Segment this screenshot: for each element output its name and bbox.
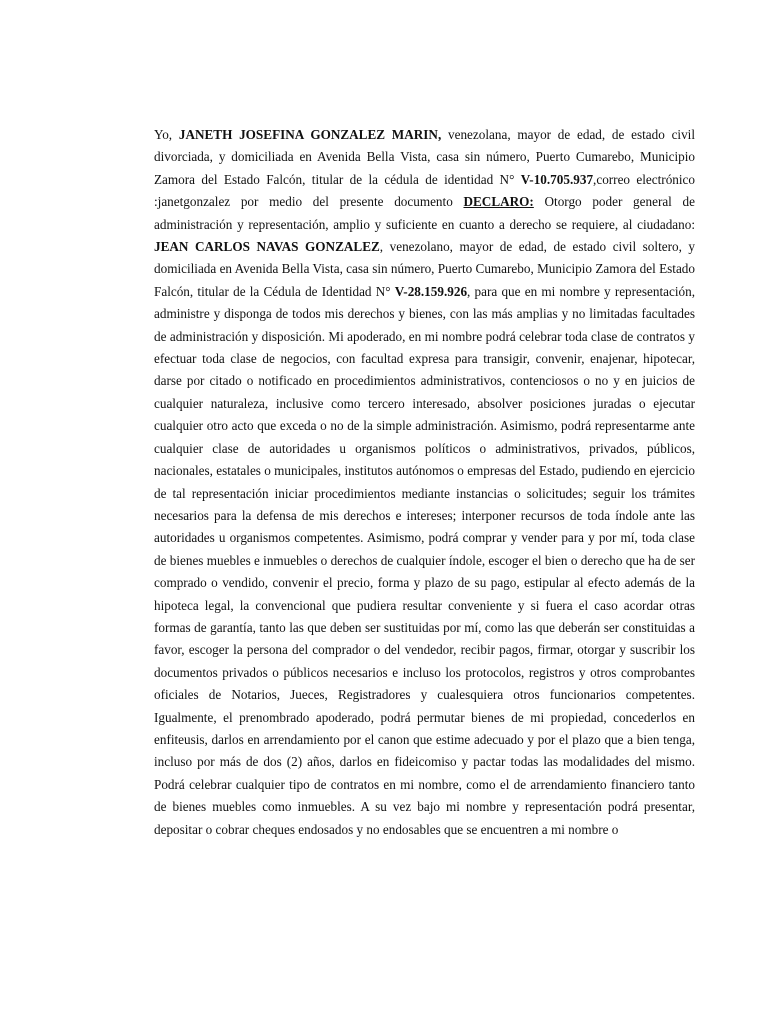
attorney-id-number: V-28.159.926 bbox=[394, 283, 468, 299]
text-segment: ,correo electrónico :janetgonzalez por medio del presente documento bbox=[154, 171, 695, 210]
text-segment: venezolana, mayor de edad, de estado civil divorciada, y domiciliada en Avenida Bella Vista, casa sin número, Puerto Cumarebo, Municipio Zamora del Estado Falcón, titular de la cédula de identidad N° bbox=[154, 127, 696, 187]
grantor-id-number: V-10.705.937 bbox=[520, 171, 594, 187]
document-body bbox=[154, 124, 695, 841]
text-segment: Otorgo poder general de administración y representación, amplio y suficiente en cuanto a derecho se requiere, al ciudadano: bbox=[154, 194, 695, 232]
text-segment: Yo, bbox=[154, 127, 179, 142]
text-segment: , venezolano, mayor de edad, de estado civil soltero, y domiciliada en Avenida Bella Vista, casa sin número, Puerto Cumarebo, Municipio Zamora del Estado Falcón, titular de la Cédula de Identidad N° bbox=[154, 239, 695, 299]
grantor-name: JANETH JOSEFINA GONZALEZ MARIN, bbox=[178, 127, 442, 142]
attorney-name: JEAN CARLOS NAVAS GONZALEZ bbox=[154, 239, 380, 255]
text-segment: , para que en mi nombre y representación, administre y disponga de todos mis derechos y bienes, con las más amplias y no limitadas facultades de administración y disposición. Mi apoderado, en mi nombre podrá celebrar toda clase de contratos y efectuar toda clase de negocios, con facultad expresa para transigir, convenir, enajenar, hipotecar, darse por citado o notificado en procedimientos administrativos, contenciosos o no y en juicios de cualquier naturaleza, inclusive como tercero interesado, absolver posiciones juradas o ejecutar cualquier otro acto que exceda o no de la simple administración. Asimismo, podrá representarme ante cualquier clase de autoridades u organismos políticos o administrativos, privados, públicos, nacionales, estatales o municipales, institutos autónomos o empresas del Estado, pudiendo en ejercicio de tal representación iniciar procedimientos mediante instancias o solicitudes; seguir los trámites necesarios para la defensa de mis derechos e intereses; interponer recursos de toda índole ante las autoridades u organismos competentes. Asimismo, podrá comprar y vender para y por mí, toda clase de bienes muebles e inmuebles o derechos de cualquier índole, escoger el bien o derecho que ha de ser comprado o vendido, convenir el precio, forma y plazo de su pago, estipular al efecto además de la hipoteca legal, la convencional que pudiera resultar conveniente y si fuera el caso acordar otras formas de garantía, tanto las que deben ser sustituidas por mí, como las que deberán ser constituidas a favor, escoger la persona del comprador o del vendedor, recibir pagos, firmar, otorgar y suscribir los documentos privados o públicos necesarios e incluso los protocolos, registros y otros comprobantes oficiales de Notarios, Jueces, Registradores y cualesquiera otros funcionarios competentes. Igualmente, el prenombrado apoderado, podrá permutar bienes de mi propiedad, concederlos en enfiteusis, darlos en arrendamiento por el canon que estime adecuado y por el plazo que a bien tenga, incluso por más de dos (2) años, darlos en fideicomiso y pactar todas las modalidades del mismo. Podrá celebrar cualquier tipo de contratos en mi nombre, como el de arrendamiento financiero tanto de bienes muebles como inmuebles. A su vez bajo mi nombre y representación podrá presentar, depositar o cobrar cheques endosados y no endosables que se encuentren a mi nombre o bbox=[154, 283, 695, 837]
declaro-heading: DECLARO: bbox=[463, 194, 534, 210]
declaration-paragraph bbox=[154, 124, 695, 841]
